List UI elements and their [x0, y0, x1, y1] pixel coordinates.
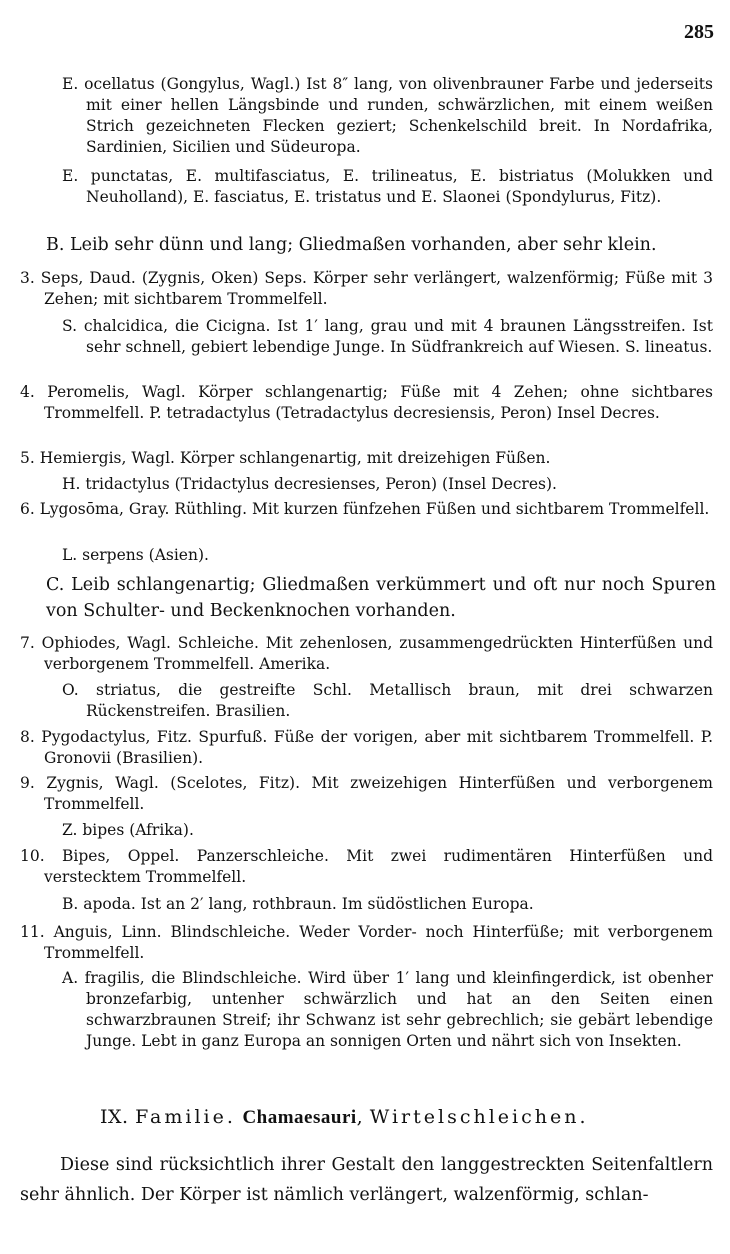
- entry-a-fragilis: A. fragilis, die Blindschleiche. Wird über 1′ lang und kleinfingerdick, ist obenher bronzefarbig, untenher schwärzlich und hat an den Seiten einen schwarzbraunen Streif; ihr Schwanz ist sehr gebrechlich; sie gebärt lebendige Junge. Lebt in ganz Europa an sonnigen Orten und nährt sich von Insekten.: [62, 969, 713, 1050]
- entry-s-chalcidica: S. chalcidica, die Cicigna. Ist 1′ lang, grau und mit 4 braunen Längsstreifen. Ist sehr schnell, gebiert lebendige Junge. In Südfrankreich auf Wiesen. S. lineatus.: [62, 317, 713, 356]
- family-heading: [100, 1107, 589, 1128]
- family-word: Familie.: [135, 1106, 236, 1128]
- entry-o-striatus: O. striatus, die gestreifte Schl. Metallisch braun, mit drei schwarzen Rückenstreifen. Brasilien.: [62, 681, 713, 720]
- entry-4-peromelis: 4. Peromelis, Wagl. Körper schlangenartig; Füße mit 4 Zehen; ohne sichtbares Trommelfell. P. tetradactylus (Tetradactylus decresiensis, Peron) Insel Decres.: [20, 383, 713, 422]
- entry-10-bipes: 10. Bipes, Oppel. Panzerschleiche. Mit zwei rudimentären Hinterfüßen und verstecktem Trommelfell.: [20, 847, 713, 886]
- entry-h-tridactylus: H. tridactylus (Tridactylus decresienses, Peron) (Insel Decres).: [62, 475, 557, 493]
- page-number: 285: [684, 21, 714, 43]
- family-latin-name: Chamaesauri: [242, 1107, 357, 1128]
- entry-l-serpens: L. serpens (Asien).: [62, 546, 209, 564]
- entry-11-anguis: 11. Anguis, Linn. Blindschleiche. Weder Vorder- noch Hinterfüße; mit verborgenem Trommelfell.: [20, 923, 713, 962]
- entry-e-punctatas: E. punctatas, E. multifasciatus, E. trilineatus, E. bistriatus (Molukken und Neuholland), E. fasciatus, E. tristatus und E. Slaonei (Spondylurus, Fitz).: [62, 167, 713, 206]
- entry-5-hemiergis: 5. Hemiergis, Wagl. Körper schlangenartig, mit dreizehigen Füßen.: [20, 449, 551, 467]
- entry-e-ocellatus: E. ocellatus (Gongylus, Wagl.) Ist 8″ lang, von olivenbrauner Farbe und jederseits mit einer hellen Längsbinde und runden, schwärzlichen, mit einem weißen Strich gezeichneten Flecken geziert; Schenkelschild breit. In Nordafrika, Sardinien, Sicilien und Südeuropa.: [62, 75, 713, 156]
- entry-6-lygosoma: 6. Lygosōma, Gray. Rüthling. Mit kurzen fünfzehen Füßen und sichtbarem Trommelfell.: [20, 500, 710, 518]
- family-comma: ,: [356, 1106, 364, 1128]
- family-number: IX.: [100, 1106, 129, 1128]
- entry-8-pygodactylus: 8. Pygodactylus, Fitz. Spurfuß. Füße der vorigen, aber mit sichtbarem Trommelfell. P. Gronovii (Brasilien).: [20, 728, 713, 767]
- section-b-heading: B. Leib sehr dünn und lang; Gliedmaßen vorhanden, aber sehr klein.: [46, 235, 657, 255]
- family-german-name: Wirtelschleichen.: [369, 1106, 589, 1128]
- entry-7-ophiodes: 7. Ophiodes, Wagl. Schleiche. Mit zehenlosen, zusammengedrückten Hinterfüßen und verborgenem Trommelfell. Amerika.: [20, 634, 713, 673]
- entry-3-seps: 3. Seps, Daud. (Zygnis, Oken) Seps. Körper sehr verlängert, walzenförmig; Füße mit 3 Zehen; mit sichtbarem Trommelfell.: [20, 269, 713, 308]
- entry-b-apoda: B. apoda. Ist an 2′ lang, rothbraun. Im südöstlichen Europa.: [62, 895, 534, 913]
- closing-paragraph: Diese sind rücksichtlich ihrer Gestalt den langgestreckten Seitenfaltlern sehr ähnlich. Der Körper ist nämlich verlängert, walzenförmig, schlan-: [20, 1155, 713, 1205]
- section-c-heading: C. Leib schlangenartig; Gliedmaßen verkümmert und oft nur noch Spuren von Schulter- und Beckenknochen vorhanden.: [46, 575, 716, 621]
- entry-9-zygnis: 9. Zygnis, Wagl. (Scelotes, Fitz). Mit zweizehigen Hinterfüßen und verborgenem Trommelfell.: [20, 774, 713, 813]
- entry-z-bipes: Z. bipes (Afrika).: [62, 821, 194, 839]
